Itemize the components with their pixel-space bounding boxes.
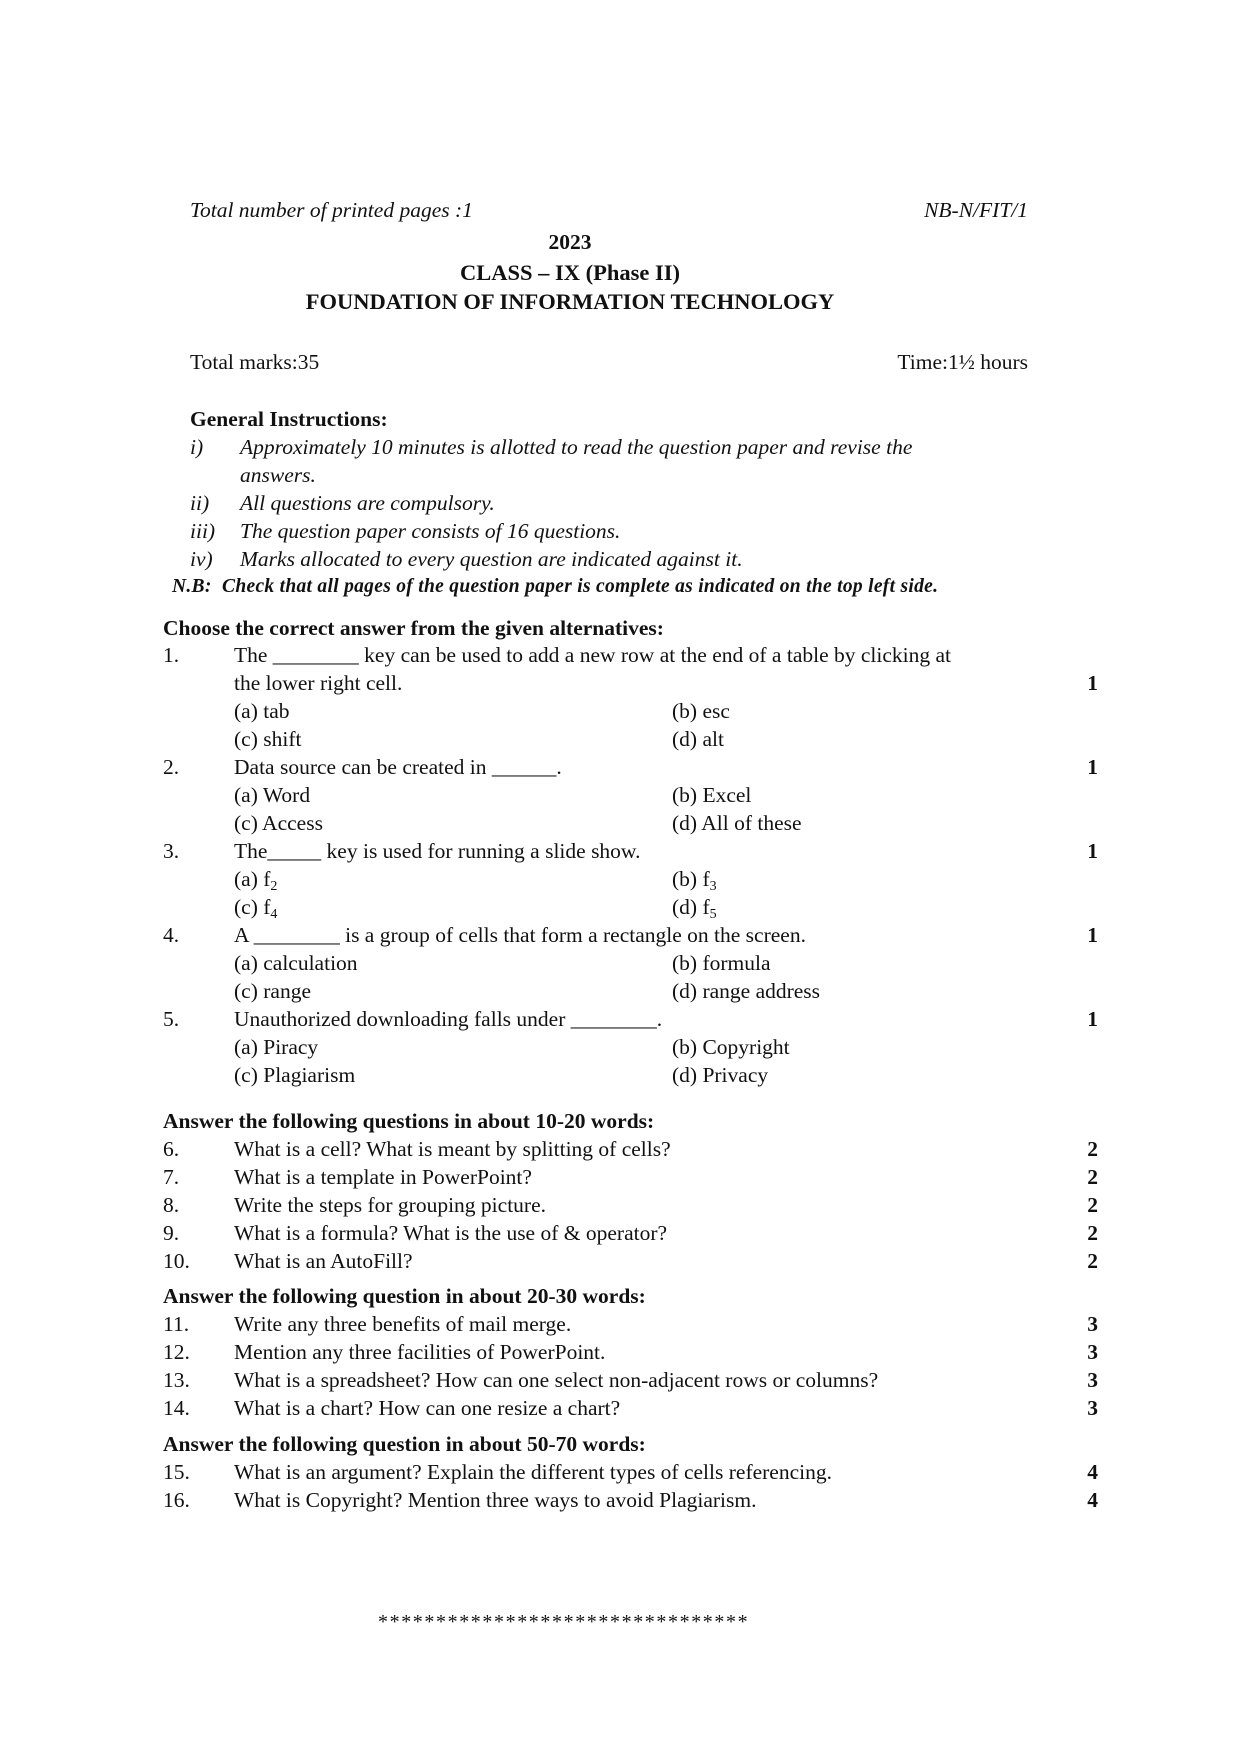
- paper-code: NB-N/FIT/1: [924, 198, 1028, 222]
- instruction-number: i): [190, 435, 204, 459]
- instruction-text: All questions are compulsory.: [240, 491, 495, 515]
- question-number: 16.: [163, 1488, 190, 1512]
- nb-note: [172, 573, 938, 601]
- option-c-subscript: 4: [270, 907, 278, 922]
- question-number: 12.: [163, 1340, 190, 1364]
- question-number: 9.: [163, 1221, 180, 1245]
- question-number: 11.: [163, 1312, 190, 1336]
- total-marks: Total marks:35: [190, 350, 320, 374]
- question-number: 5.: [163, 1007, 180, 1031]
- question-marks: 2: [1087, 1165, 1098, 1189]
- question-marks: 3: [1087, 1368, 1098, 1392]
- option-a: [234, 865, 277, 893]
- question-number: 2.: [163, 755, 180, 779]
- option-b-subscript: 3: [709, 879, 717, 894]
- option-a: (a) Word: [234, 783, 311, 807]
- question-marks: 3: [1087, 1340, 1098, 1364]
- question-marks: 2: [1087, 1193, 1098, 1217]
- question-text: Unauthorized downloading falls under ________.: [234, 1007, 663, 1031]
- option-b-text: (b) f: [672, 867, 710, 891]
- time-allowed: Time:1½ hours: [897, 350, 1028, 374]
- question-marks: 3: [1087, 1312, 1098, 1336]
- instructions-title: General Instructions:: [190, 407, 388, 431]
- question-number: 14.: [163, 1396, 190, 1420]
- question-text: Write the steps for grouping picture.: [234, 1193, 546, 1217]
- question-text: The ________ key can be used to add a new row at the end of a table by clicking at: [234, 643, 952, 667]
- question-number: 7.: [163, 1165, 180, 1189]
- option-a-text: (a) f: [234, 867, 271, 891]
- option-b: (b) formula: [672, 951, 771, 975]
- question-number: 6.: [163, 1137, 180, 1161]
- question-marks: 4: [1087, 1488, 1098, 1512]
- option-d: [672, 893, 717, 921]
- question-text: The_____ key is used for running a slide show.: [234, 839, 641, 863]
- instruction-text: The question paper consists of 16 questions.: [240, 519, 621, 543]
- instruction-text: Marks allocated to every question are indicated against it.: [240, 547, 743, 571]
- question-number: 13.: [163, 1368, 190, 1392]
- question-marks: 1: [1087, 839, 1098, 863]
- question-number: 15.: [163, 1460, 190, 1484]
- exam-year: 2023: [548, 230, 592, 254]
- question-marks: 2: [1087, 1249, 1098, 1273]
- question-number: 1.: [163, 643, 180, 667]
- option-d: (d) range address: [672, 979, 821, 1003]
- question-text: What is a formula? What is the use of & operator?: [234, 1221, 668, 1245]
- option-d: (d) alt: [672, 727, 724, 751]
- question-number: 3.: [163, 839, 180, 863]
- option-a: (a) calculation: [234, 951, 358, 975]
- question-marks: 1: [1087, 1007, 1098, 1031]
- option-a: (a) Piracy: [234, 1035, 319, 1059]
- question-text: What is an AutoFill?: [234, 1249, 413, 1273]
- instruction-text-cont: answers.: [240, 463, 316, 487]
- section-c-title: Answer the following question in about 20-30 words:: [163, 1284, 646, 1308]
- option-b: (b) esc: [672, 699, 730, 723]
- option-d-subscript: 5: [709, 907, 717, 922]
- question-text-cont: the lower right cell.: [234, 671, 403, 695]
- question-number: 8.: [163, 1193, 180, 1217]
- option-b: (b) Excel: [672, 783, 752, 807]
- option-a-subscript: 2: [270, 879, 278, 894]
- question-marks: 4: [1087, 1460, 1098, 1484]
- option-d: (d) Privacy: [672, 1063, 769, 1087]
- question-text: Data source can be created in ______.: [234, 755, 562, 779]
- option-d-text: (d) f: [672, 895, 710, 919]
- nb-label: N.B:: [172, 576, 212, 597]
- question-text: What is a template in PowerPoint?: [234, 1165, 532, 1189]
- option-c: (c) range: [234, 979, 311, 1003]
- option-c: (c) Plagiarism: [234, 1063, 356, 1087]
- question-text: A ________ is a group of cells that form a rectangle on the screen.: [234, 923, 806, 947]
- option-a: (a) tab: [234, 699, 290, 723]
- end-of-paper-stars: ********************************: [378, 1611, 750, 1633]
- printed-pages-note: Total number of printed pages :1: [190, 198, 473, 222]
- option-b: [672, 865, 717, 893]
- option-c: (c) Access: [234, 811, 323, 835]
- question-marks: 3: [1087, 1396, 1098, 1420]
- subject-title: FOUNDATION OF INFORMATION TECHNOLOGY: [305, 289, 835, 314]
- question-number: 4.: [163, 923, 180, 947]
- section-b-title: Answer the following questions in about 10-20 words:: [163, 1109, 655, 1133]
- question-text: Mention any three facilities of PowerPoint.: [234, 1340, 606, 1364]
- question-marks: 2: [1087, 1137, 1098, 1161]
- question-text: Write any three benefits of mail merge.: [234, 1312, 572, 1336]
- question-marks: 1: [1087, 671, 1098, 695]
- section-d-title: Answer the following question in about 50-70 words:: [163, 1432, 646, 1456]
- question-text: What is an argument? Explain the different types of cells referencing.: [234, 1460, 832, 1484]
- instruction-number: ii): [190, 491, 210, 515]
- option-d: (d) All of these: [672, 811, 802, 835]
- section-a-title: Choose the correct answer from the given alternatives:: [163, 616, 664, 640]
- question-text: What is Copyright? Mention three ways to avoid Plagiarism.: [234, 1488, 757, 1512]
- question-marks: 2: [1087, 1221, 1098, 1245]
- option-c-text: (c) f: [234, 895, 271, 919]
- class-title: CLASS – IX (Phase II): [459, 260, 681, 285]
- instruction-number: iii): [190, 519, 216, 543]
- question-marks: 1: [1087, 923, 1098, 947]
- question-text: What is a spreadsheet? How can one select non-adjacent rows or columns?: [234, 1368, 879, 1392]
- question-marks: 1: [1087, 755, 1098, 779]
- question-number: 10.: [163, 1249, 190, 1273]
- option-c: [234, 893, 277, 921]
- instruction-text: Approximately 10 minutes is allotted to read the question paper and revise the: [240, 435, 913, 459]
- question-text: What is a chart? How can one resize a chart?: [234, 1396, 621, 1420]
- question-text: What is a cell? What is meant by splitting of cells?: [234, 1137, 671, 1161]
- nb-text: Check that all pages of the question paper is complete as indicated on the top left side.: [222, 576, 939, 597]
- instruction-number: iv): [190, 547, 213, 571]
- option-b: (b) Copyright: [672, 1035, 790, 1059]
- option-c: (c) shift: [234, 727, 302, 751]
